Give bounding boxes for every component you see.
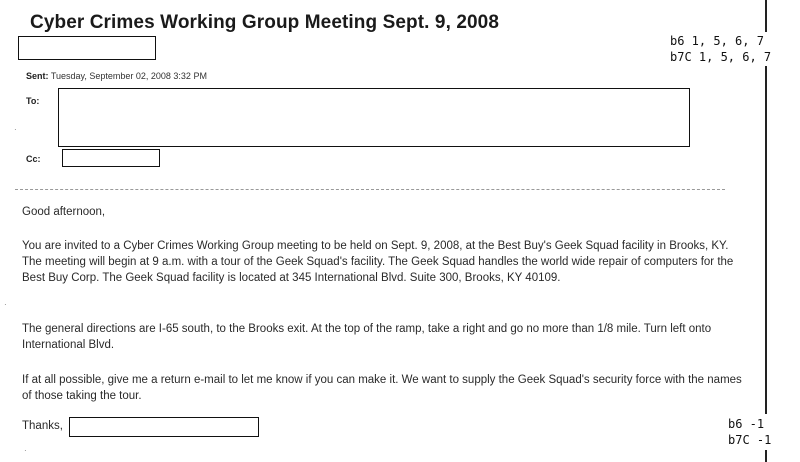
paragraph-rsvp: If at all possible, give me a return e-mail to let me know if you can make it. We want to supply the Geek Squad's security force with the names of those taking the tour. — [22, 374, 742, 402]
greeting: Good afternoon, — [22, 206, 106, 218]
exemption-margin-line-bottom — [765, 450, 767, 462]
cc-label — [26, 154, 41, 164]
redacted-signature — [69, 417, 259, 437]
exemption-code-b7c-top: b7C 1, 5, 6, 7 — [670, 50, 772, 64]
scan-speck: · — [14, 125, 17, 134]
cc-label-text: Cc: — [26, 154, 41, 164]
exemption-code-b6-top: b6 1, 5, 6, 7 — [670, 34, 764, 48]
exemption-margin-line-middle — [765, 66, 767, 414]
scan-speck: · — [24, 446, 27, 455]
to-label — [26, 96, 39, 106]
paragraph-invitation: You are invited to a Cyber Crimes Working Group meeting to be held on Sept. 9, 2008, at the Best Buy's Geek Squad facility in Brooks, KY. The meeting will begin at 9 a.m. with a tour of the Geek Squad's facility. The Geek Squad handles the world wide repair of computers for the Best Buy Corp. The Geek Squad facility is located at 345 International Blvd. Suite 300, Brooks, KY 40109. — [22, 240, 734, 284]
to-label-text: To: — [26, 96, 40, 106]
exemption-code-b6-bottom: b6 -1 — [728, 417, 765, 431]
exemption-code-b7c-bottom: b7C -1 — [728, 433, 772, 447]
sent-value: Tuesday, September 02, 2008 3:32 PM — [50, 71, 207, 81]
sent-row — [26, 71, 207, 81]
exemption-margin-line-top — [765, 0, 767, 32]
header-separator — [15, 189, 725, 190]
redacted-sender-box — [18, 36, 156, 60]
redacted-to-recipients — [58, 88, 690, 147]
sent-label: Sent: — [26, 71, 49, 81]
closing: Thanks, — [22, 420, 63, 432]
redacted-cc-recipients — [62, 149, 160, 167]
paragraph-directions: The general directions are I-65 south, to the Brooks exit. At the top of the ramp, take a right and go no more than 1/8 mile. Turn left onto International Blvd. — [22, 323, 712, 351]
document-title: Cyber Crimes Working Group Meeting Sept. 9, 2008 — [30, 12, 500, 33]
scan-speck: · — [4, 300, 7, 309]
